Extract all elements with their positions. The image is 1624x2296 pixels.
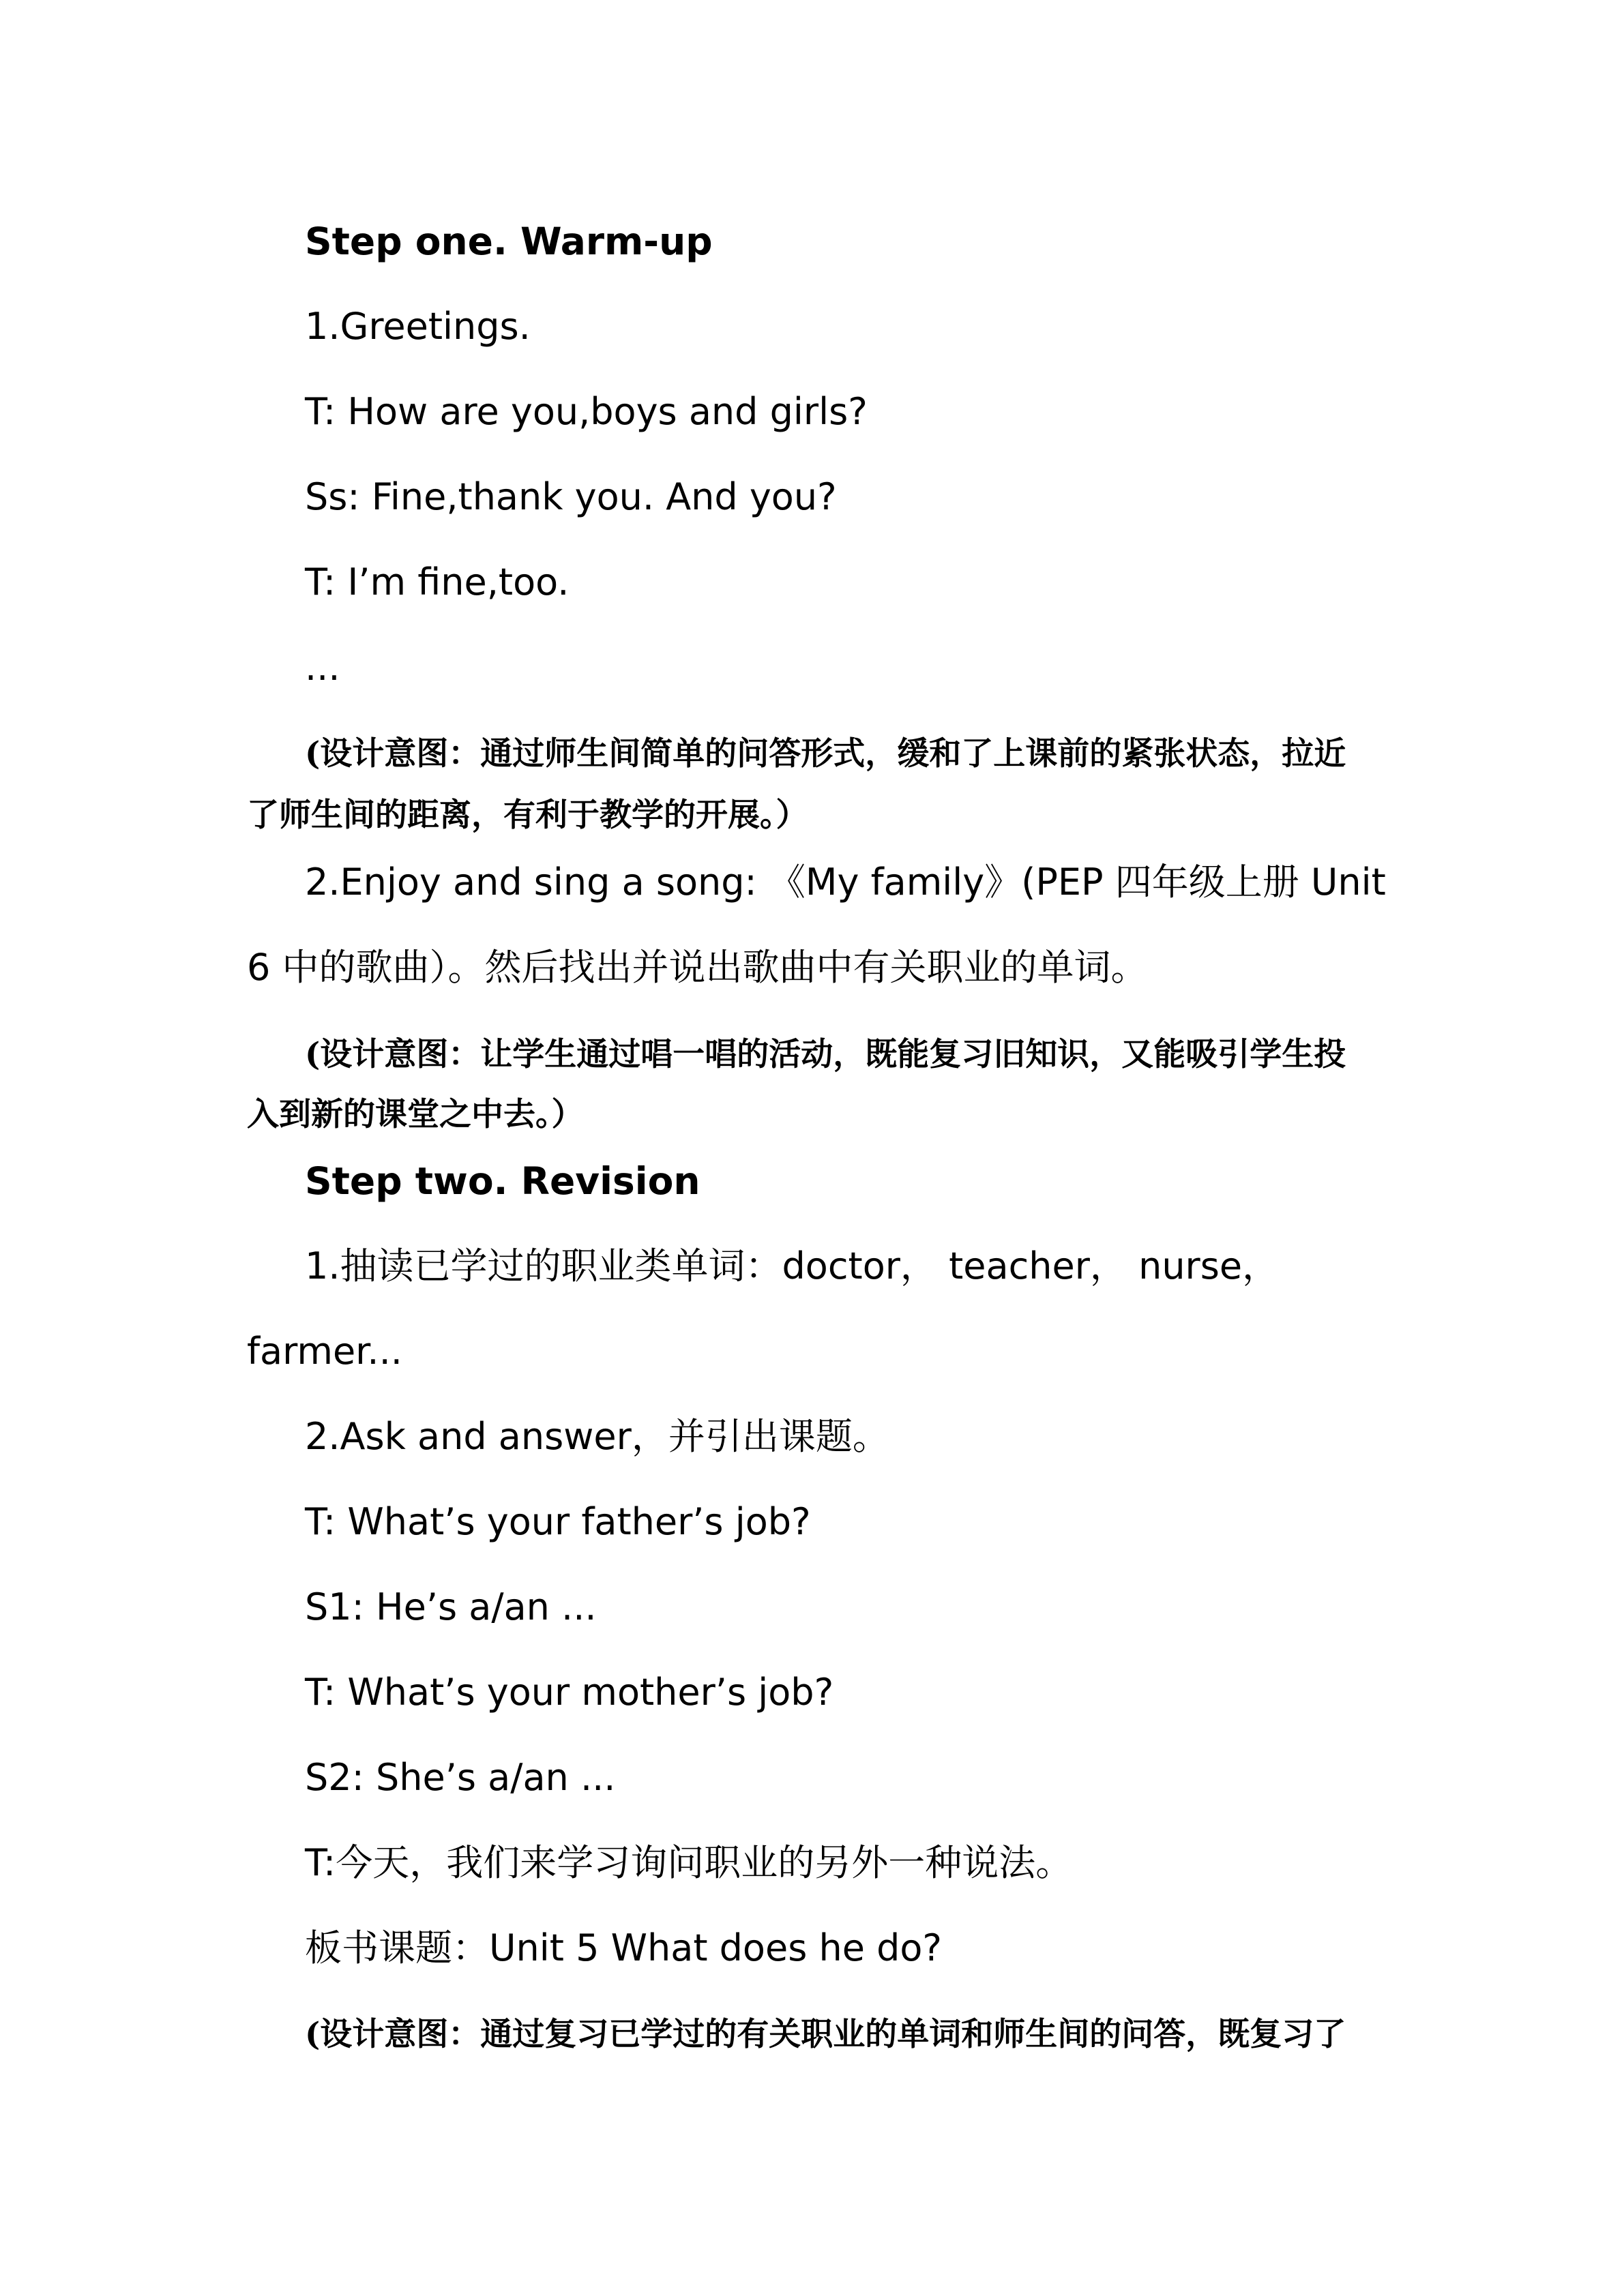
dialogue-line: T:今天，我们来学习询问职业的另外一种说法。 [305,1841,1073,1884]
design-intent-note: (设计意图：让学生通过唱一唱的活动，既能复习旧知识，又能吸引学生投 [305,1036,1346,1073]
dialogue-line: S2: She’s a/an ... [305,1756,616,1799]
ellipsis-line: ... [305,646,340,689]
dialogue-line: T: What’s your mother’s job? [305,1671,834,1714]
dialogue-line: Ss: Fine,thank you. And you? [305,475,837,518]
step-item-song-continued: 6 中的歌曲）。然后找出并说出歌曲中有关职业的单词。 [247,946,1148,989]
design-intent-note-continued: 了师生间的距离，有利于教学的开展。） [247,796,808,834]
section-heading-warm-up: Step one. Warm-up [305,220,713,263]
dialogue-line: S1: He’s a/an ... [305,1585,597,1628]
step-item-read-words: 1.抽读已学过的职业类单词：doctor， teacher， nurse， [305,1244,1280,1287]
design-intent-note: (设计意图：通过复习已学过的有关职业的单词和师生间的问答，既复习了 [305,2016,1346,2053]
step-item-greetings: 1.Greetings. [305,305,531,348]
dialogue-line: T: How are you,boys and girls? [305,390,868,433]
step-item-read-words-continued: farmer... [247,1330,402,1373]
dialogue-line: T: I’m fine,too. [305,561,570,603]
section-heading-revision: Step two. Revision [305,1159,700,1203]
design-intent-note: (设计意图：通过师生间简单的问答形式，缓和了上课前的紧张状态，拉近 [305,735,1346,773]
dialogue-line: T: What’s your father’s job? [305,1500,811,1543]
design-intent-note-continued: 入到新的课堂之中去。） [247,1096,584,1133]
step-item-song: 2.Enjoy and sing a song: 《My family》(PEP 四年级上册 Unit [305,861,1386,904]
step-item-ask-answer: 2.Ask and answer，并引出课题。 [305,1415,889,1458]
board-title-line: 板书课题：Unit 5 What does he do? [305,1926,943,1969]
